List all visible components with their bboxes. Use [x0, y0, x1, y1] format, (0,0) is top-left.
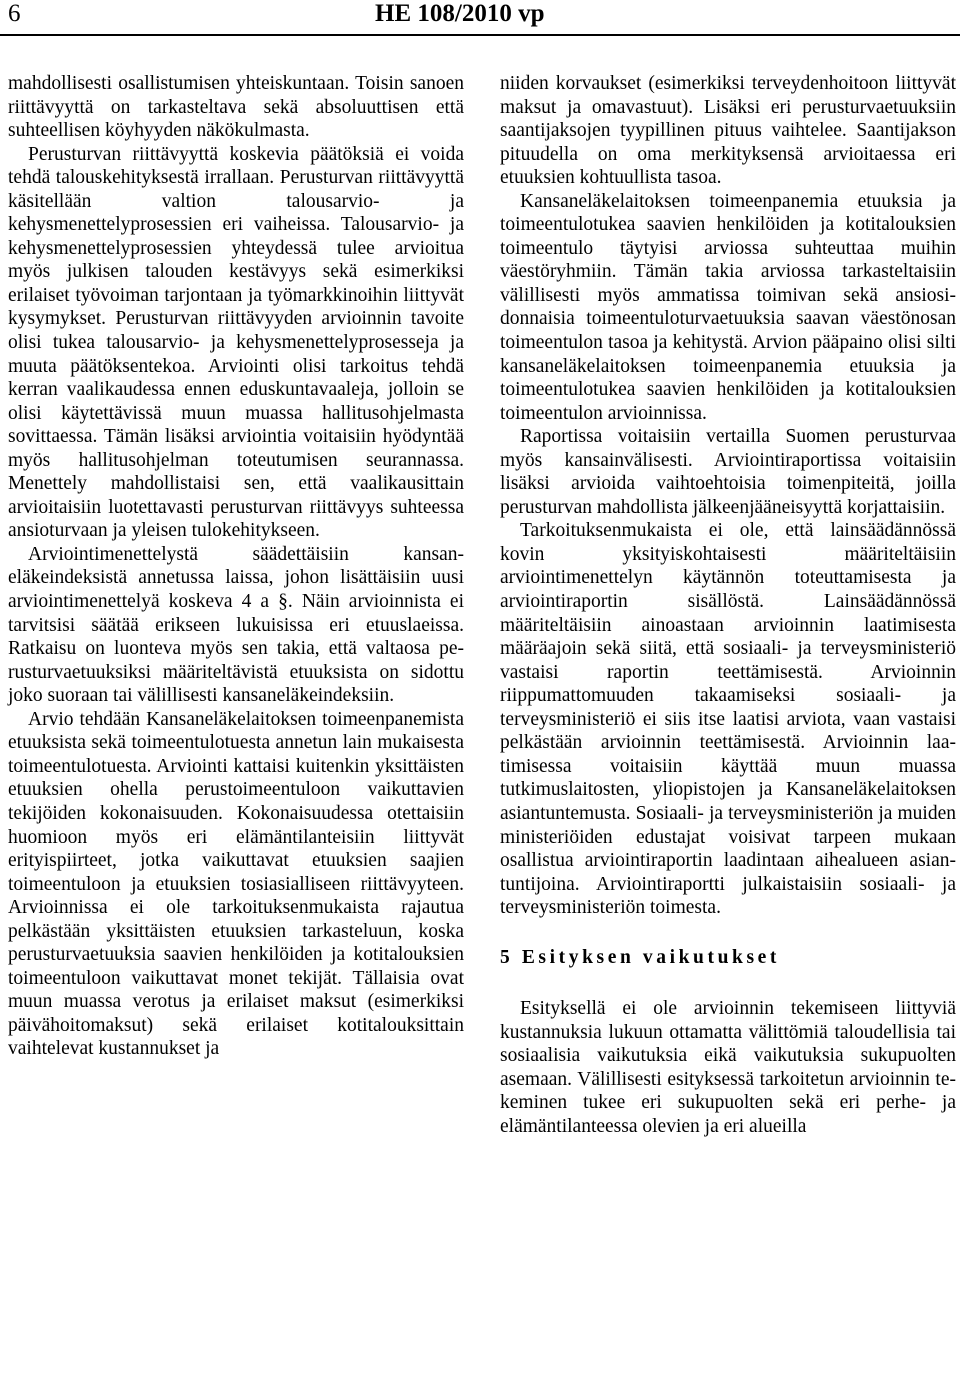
paragraph: Tarkoituksenmukaista ei ole, että lainsäädännössä kovin yksityiskohtaisesti määriteltäisiin arviointimenettelyn käytännön toteuttamisesta ja arviointiraportin sisällöstä. Lainsäädännössä määriteltäisiin ainoastaan arvioinnin laatimisesta määräajoin sekä siitä, että sosiaali- ja terveysministeriö vastaisi raportin teettämisestä. Arvioinnin riippumattomuuden takaamiseksi sosiaali- ja terveysministeriö ei siis itse laatisi arviota, vaan vastaisi pelkästään arvioinnin teettämisestä. Arvioinnin laatimisessa voitaisiin käyttää muun muassa tutkimuslaitosten, yliopistojen ja Kansaneläkelaitoksen asiantuntemusta. Sosiaali- ja terveysministeriön ja muiden ministeriöiden edustajat voisivat tarpeen mukaan osallistua arviointiraportin laadintaan aihealueen asiantuntijoina. Arviointiraportti julkaistaisiin sosiaali- ja terveysministeriön toimesta.: [500, 520, 956, 919]
paragraph: niiden korvaukset (esimerkiksi terveydenhoitoon liittyvät maksut ja omavastuut). Lisäksi eri perusturvaetuuksiin saantijaksojen tyypillinen pituus vaihtelee. Saantijakson pituudella on oma merkityksensä arvioitaessa eri etuuksien kohtuullista tasoa.: [500, 73, 956, 189]
page-number: 6: [8, 0, 21, 27]
paragraph: Arviointimenettelystä säädettäisiin kansaneläkeindeksistä annetussa laissa, johon lisättäisiin uusi arviointimenettelyä koskeva 4 a §. Näin arvioinnista ei tarvitsisi säätää erikseen lukuisissa eri etuuslaeissa. Ratkaisu on luonteva myös sen takia, että valtaosa perusturvaetuuksiksi määriteltävistä etuuksista on sidottu joko suoraan tai välillisesti kansaneläkeindeksiin.: [8, 543, 464, 707]
paragraph: mahdollisesti osallistumisen yhteiskuntaan. Toisin sanoen riittävyyttä on tarkasteltava sekä absoluuttisen että suhteellisen köyhyyden näkökulmasta.: [8, 73, 464, 142]
page-header: [0, 0, 960, 30]
left-column: [8, 72, 464, 1061]
paragraph: Perusturvan riittävyyttä koskevia päätöksiä ei voida tehdä talouskehityksestä irrallaan. Perusturvan riittävyyttä käsitellään valtion talousarvio- ja kehysmenettelyprosessien eri vaiheissa. Talousarvio- ja kehysmenettelyprosessien yhteydessä tulee arvioitua myös julkisen talouden kestävyys sekä esimerkiksi erilaiset työvoiman tarjontaan ja työmarkkinoihin liittyvät kysymykset. Perusturvan riittävyyden arvioinnin tavoite olisi tukea talousarvio- ja kehysmenettelyprosesseja ja muuta päätöksentekoa. Arviointi olisi tarkoitus tehdä kerran vaalikaudessa ennen eduskuntavaaleja, jolloin se olisi käytettävissä muun muassa hallitusohjelmasta sovittaessa. Tämän lisäksi arviointia voitaisiin hyödyntää myös hallitusohjelman toteutumisen seurannassa. Menettely mahdollistaisi sen, että vaalikausittain arvioitaisiin luotettavasti perusturvan riittävyys suhteessa ansioturvaan ja yleisen tulokehitykseen.: [8, 143, 464, 542]
paragraph: Esityksellä ei ole arvioinnin tekemiseen liittyviä kustannuksia lukuun ottamatta välittömiä taloudellisia tai sosiaalisia vaikutuksia eikä vaikutuksia sukupuolten asemaan. Välillisesti esityksessä tarkoitetun arvioinnin tekeminen tukee eri sukupuolten sekä eri perhe- ja elämäntilanteessa olevien ja eri alueilla: [500, 998, 956, 1137]
paragraph: Arvio tehdään Kansaneläkelaitoksen toimeenpanemista etuuksista sekä toimeentulotuesta annetun lain mukaisesta toimeentulotuesta. Arviointi kattaisi kuitenkin yksittäisten etuuksien ohella perustoimeentuloon vaikuttavien tekijöiden kokonaisuuden. Kokonaisuudessa otettaisiin huomioon myös eri elämäntilanteisiin liittyvät erityispiirteet, jotka vaikuttavat etuuksien saajien toimeentuloon ja etuuksien tosiasialliseen riittävyyteen. Arvioinnissa ei ole tarkoituksenmukaista rajautua pelkästään yksittäisten etuuksien tarkasteluun, koska perusturvaetuuksia saavien henkilöiden ja kotitalouksien toimeentuloon vaikuttavat monet tekijät. Tällaisia ovat muun muassa verotus ja erilaiset maksut (esimerkiksi päivähoitomaksut) sekä erilaiset kotitalouksittain vaihtelevat kustannukset ja: [8, 708, 464, 1060]
paragraph: Kansaneläkelaitoksen toimeenpanemia etuuksia ja toimeentulotukea saavien henkilöiden ja kotitalouksien toimeentulo täytyisi arviossa suhteuttaa muihin väestöryhmiin. Tämän takia arviossa tarkasteltaisiin välillisesti myös ammatissa toimivan sekä ansiosidonnaisia toimeentuloturvaetuuksia saavan väestönosan toimeentulon tasoa ja kehitystä. Arvion pääpaino olisi silti kansaneläkelaitoksen toimeenpanemia etuuksia ja toimeentulotukea saavien henkilöiden ja kotitalouksien toimeentulon arvioinnissa.: [500, 190, 956, 424]
paragraph: Raportissa voitaisiin vertailla Suomen perusturvaa myös kansainvälisesti. Arviointiraportissa voitaisiin lisäksi arvioida vaihtoehtoisia toimenpiteitä, joilla perusturvan mahdollista jälkeenjääneisyyttä korjattaisiin.: [500, 426, 956, 518]
section-heading: 5 Esityksen vaikutukset: [500, 946, 781, 968]
header-rule: [0, 34, 960, 36]
right-column: [500, 72, 956, 1139]
document-id: HE 108/2010 vp: [375, 0, 545, 27]
